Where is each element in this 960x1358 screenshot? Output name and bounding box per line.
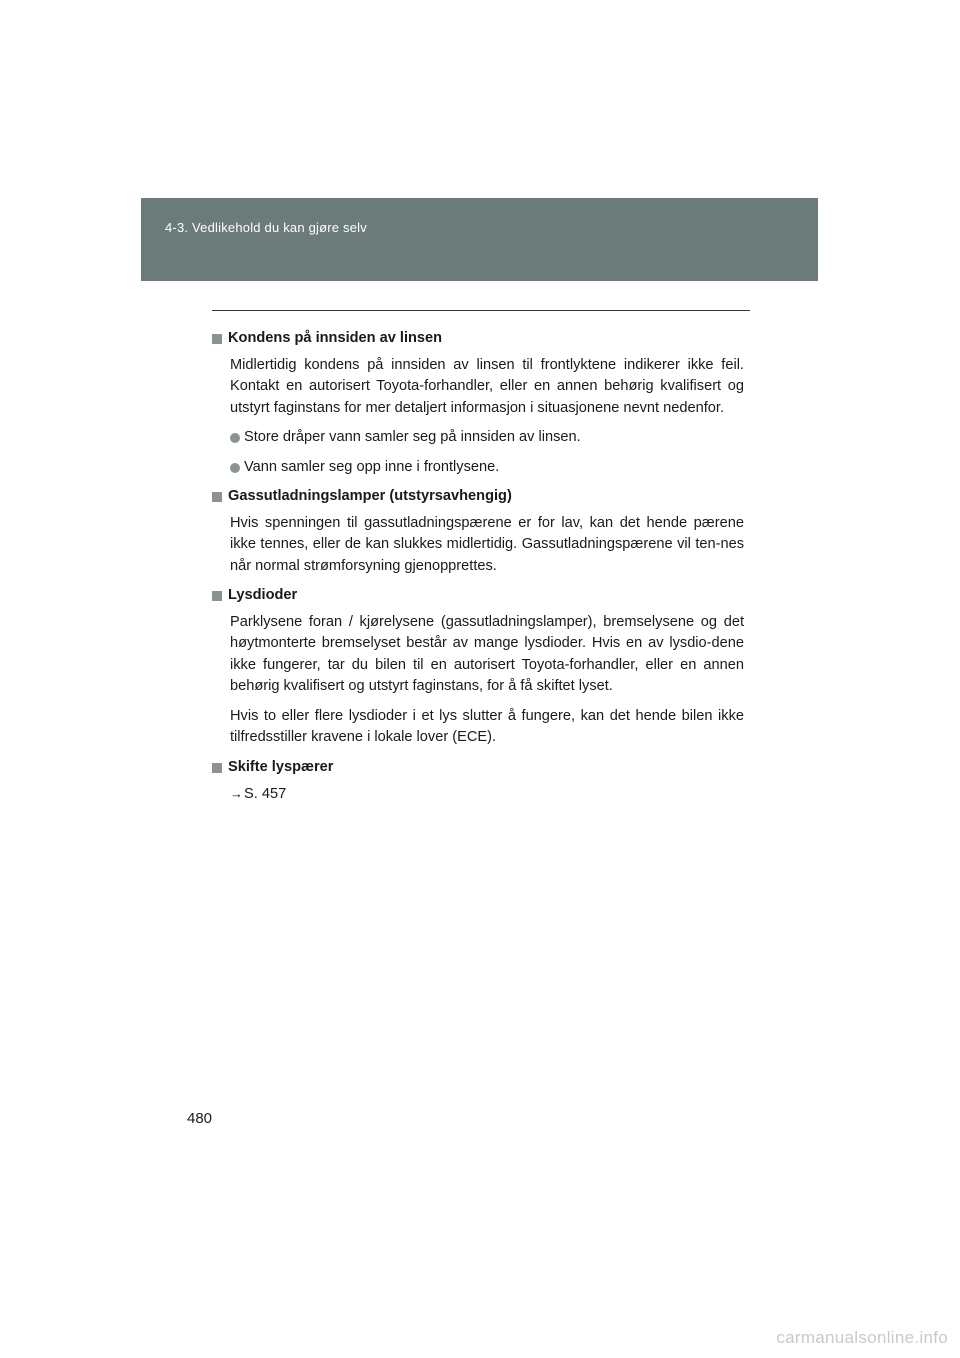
page-reference-text: S. 457: [244, 786, 287, 802]
round-bullet-icon: [230, 433, 240, 443]
watermark: carmanualsonline.info: [776, 1328, 948, 1347]
list-item-text: Vann samler seg opp inne i frontlysene.: [244, 458, 500, 475]
square-bullet-icon: [212, 334, 222, 344]
round-bullet-icon: [230, 463, 240, 473]
list-item-text: Store dråper vann samler seg på innsiden av linsen.: [244, 429, 581, 445]
paragraph: Hvis spenningen til gassutladningspærene er for lav, kan det hende pærene ikke tennes, eller de kan slukkes midlertidig. Gassutladningspærene vil ten-nes når normal strømforsyning gjenopprettes.: [230, 514, 744, 574]
section-heading-text: Lysdioder: [228, 587, 298, 603]
section-heading: [212, 486, 744, 508]
page-number: 480: [187, 1110, 213, 1127]
section-title: 4-3. Vedlikehold du kan gjøre selv: [165, 220, 367, 235]
section-heading-text: Kondens på innsiden av linsen: [228, 330, 443, 346]
section-heading: [212, 328, 744, 350]
divider-rule: [212, 310, 750, 311]
page-reference[interactable]: [212, 783, 744, 806]
paragraph: Hvis to eller flere lysdioder i et lys slutter å fungere, kan det hende bilen ikke tilfredsstiller kravene i lokale lover (ECE).: [230, 707, 744, 745]
section-heading: [212, 757, 744, 779]
square-bullet-icon: [212, 492, 222, 502]
section-heading-text: Skifte lyspærer: [228, 758, 334, 775]
list-item: [212, 457, 744, 479]
paragraph: Midlertidig kondens på innsiden av linsen til frontlyktene indikerer ikke feil. Kontakt en autorisert Toyota-forhandler, eller en annen behørig kvalifisert og utstyrt faginstans for mer detaljert informasjon i situasjonene nevnt nedenfor.: [230, 356, 744, 416]
square-bullet-icon: [212, 763, 222, 773]
section-heading: [212, 585, 744, 607]
list-item: [212, 427, 744, 449]
section-heading-text: Gassutladningslamper (utstyrsavhengig): [228, 488, 512, 504]
square-bullet-icon: [212, 591, 222, 601]
arrow-right-icon: →: [230, 786, 243, 801]
section-header-band: [141, 198, 818, 281]
paragraph: Parklysene foran / kjørelysene (gassutladningslamper), bremselysene og det høytmonterte bremselyset består av mange lysdioder. Hvis en av lysdio-dene ikke fungerer, tar du bilen til en autorisert Toyota-forhandler, eller en annen behørig kvalifisert og utstyrt faginstans, for å få skiftet lyset.: [230, 613, 744, 694]
page-content: [212, 328, 744, 814]
